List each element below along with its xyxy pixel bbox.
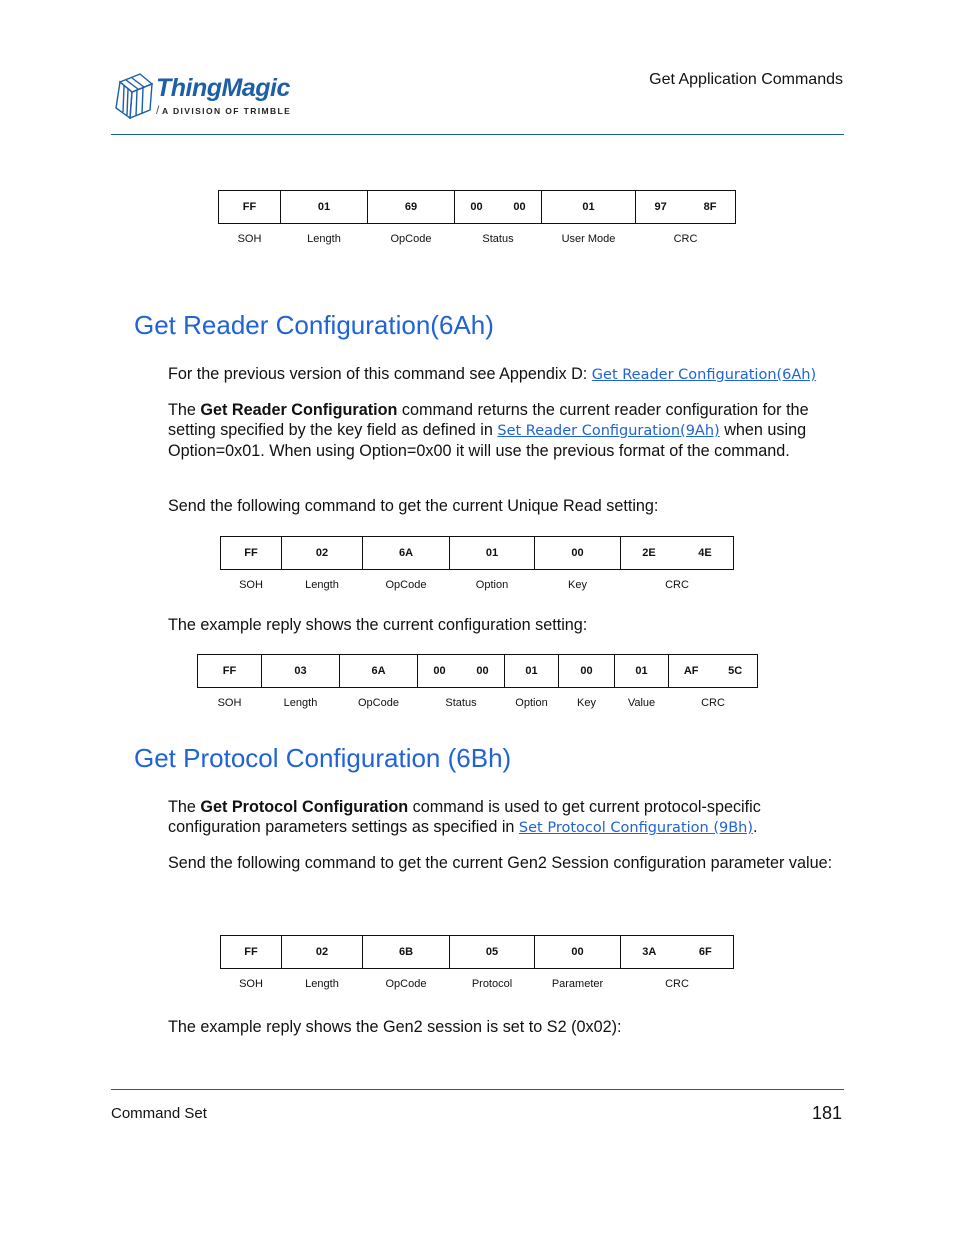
byte-value: 3A: [642, 946, 657, 958]
byte-value: 00: [433, 665, 446, 677]
byte-cell: [282, 936, 363, 969]
byte-cell: [363, 936, 450, 969]
footer-title: Command Set: [111, 1105, 207, 1122]
byte-value: FF: [244, 946, 258, 958]
field-label: SOH: [239, 579, 263, 591]
byte-cell: [282, 537, 363, 570]
byte-cell: [505, 655, 559, 688]
field-label: SOH: [237, 233, 262, 245]
byte-cell: [221, 537, 282, 570]
byte-value: 01: [582, 201, 595, 213]
command-table-get-protocol-config: [220, 935, 734, 999]
byte-cell: [450, 537, 535, 570]
field-label: Value: [627, 697, 656, 709]
byte-cell: [535, 537, 621, 570]
byte-value: 00: [571, 547, 584, 559]
paragraph-text: command is used to get current protocol-specific configuration parameters settings as specified in: [168, 798, 761, 836]
field-label: OpCode: [390, 233, 432, 245]
logo-subtitle: A DIVISION OF TRIMBLE: [162, 106, 292, 116]
paragraph-description: [168, 400, 838, 461]
byte-row: [219, 191, 736, 224]
byte-value: FF: [244, 547, 258, 559]
byte-value: FF: [242, 201, 257, 213]
field-label: Key: [577, 697, 596, 709]
field-label: User Mode: [561, 233, 616, 245]
byte-value: 2E: [642, 547, 656, 559]
command-name: Get Protocol Configuration: [200, 798, 409, 816]
command-table-get-reader-config: [220, 536, 734, 600]
field-label-row: [198, 688, 758, 719]
page-number: 181: [811, 1103, 842, 1123]
byte-value: 01: [317, 201, 331, 213]
paragraph-text: The: [168, 401, 201, 419]
byte-value: 00: [580, 665, 593, 677]
thingmagic-logo: [112, 68, 312, 124]
byte-value: 69: [404, 201, 418, 213]
byte-cell: [340, 655, 418, 688]
field-label: Protocol: [471, 978, 513, 990]
byte-cell: [621, 537, 734, 570]
byte-value: 00: [513, 201, 526, 213]
command-table-reader-config-reply: [197, 654, 758, 718]
byte-row: [198, 655, 758, 688]
byte-value: 6A: [371, 665, 386, 677]
section-heading-get-reader-config: Get Reader Configuration(6Ah): [134, 310, 494, 340]
byte-value: 00: [470, 201, 483, 213]
field-label: Length: [305, 579, 339, 591]
field-label-row: [221, 570, 734, 601]
byte-cell: [455, 191, 542, 224]
running-header: Get Application Commands: [649, 71, 843, 88]
byte-cell: [636, 191, 736, 224]
field-label: Option: [515, 697, 548, 709]
link-set-protocol-configuration[interactable]: Set Protocol Configuration (9Bh): [518, 820, 754, 836]
field-label: Parameter: [551, 978, 604, 990]
field-label: Status: [445, 697, 477, 709]
paragraph-text: when using Option=0x01. When using Option=0x00 it will use the previous format of the command.: [168, 421, 807, 460]
header-rule: [111, 134, 844, 135]
byte-value: 03: [294, 665, 307, 677]
field-label: Length: [305, 978, 339, 990]
field-label: CRC: [665, 579, 689, 591]
byte-value: 02: [315, 547, 329, 559]
field-label: OpCode: [385, 978, 427, 990]
field-label: Length: [283, 697, 318, 709]
byte-row: [221, 537, 734, 570]
paragraph-text: The: [168, 798, 201, 816]
byte-cell: [368, 191, 455, 224]
byte-value: FF: [222, 665, 237, 677]
byte-value: 6F: [698, 946, 712, 958]
field-label: CRC: [665, 978, 689, 990]
byte-value: 01: [635, 665, 648, 677]
byte-value: 4E: [698, 547, 712, 559]
byte-value: 01: [485, 547, 499, 559]
footer-rule: [111, 1089, 844, 1090]
field-label: CRC: [673, 233, 698, 245]
byte-cell: [669, 655, 758, 688]
byte-cell: [262, 655, 340, 688]
cube-logo-icon: [112, 68, 156, 124]
paragraph-send-gen2-command: Send the following command to get the current Gen2 Session configuration parameter value:: [168, 854, 833, 872]
field-label: OpCode: [358, 697, 399, 709]
field-label-row: [221, 969, 734, 1000]
logo-wordmark: ThingMagic: [156, 74, 290, 102]
byte-value: 97: [654, 201, 667, 213]
field-label: CRC: [701, 697, 725, 709]
byte-cell: [615, 655, 669, 688]
byte-value: 8F: [703, 201, 717, 213]
field-label: Status: [482, 233, 514, 245]
byte-cell: [621, 936, 734, 969]
paragraph-text: .: [753, 818, 758, 836]
field-label: Length: [307, 233, 341, 245]
paragraph-protocol-description: [168, 797, 838, 838]
paragraph-previous-version: [168, 364, 838, 385]
byte-cell: [281, 191, 368, 224]
logo-slash: /: [156, 103, 160, 117]
field-label: Option: [475, 579, 509, 591]
byte-cell: [418, 655, 505, 688]
byte-value: 6A: [398, 547, 414, 559]
field-label-row: [219, 224, 736, 255]
byte-cell: [535, 936, 621, 969]
byte-value: AF: [683, 665, 699, 677]
byte-cell: [198, 655, 262, 688]
field-label: SOH: [239, 978, 263, 990]
byte-cell: [363, 537, 450, 570]
byte-value: 00: [476, 665, 489, 677]
byte-value: 01: [525, 665, 538, 677]
link-set-reader-configuration[interactable]: Set Reader Configuration(9Ah): [497, 423, 720, 439]
byte-value: 02: [315, 946, 329, 958]
byte-cell: [450, 936, 535, 969]
section-heading-get-protocol-config: Get Protocol Configuration (6Bh): [134, 743, 512, 773]
byte-row: [221, 936, 734, 969]
paragraph-text: command returns the current reader configuration for the setting specified by the key field as defined in: [168, 401, 809, 439]
field-label: OpCode: [385, 579, 427, 591]
paragraph-example-reply: The example reply shows the current configuration setting:: [168, 616, 588, 634]
byte-value: 5C: [728, 665, 743, 677]
command-table-reply-user-mode: [218, 190, 736, 254]
byte-value: 05: [485, 946, 499, 958]
paragraph-gen2-reply: The example reply shows the Gen2 session is set to S2 (0x02):: [168, 1018, 622, 1036]
byte-value: 6B: [398, 946, 414, 958]
command-name: Get Reader Configuration: [200, 401, 398, 419]
field-label: Key: [568, 579, 587, 591]
link-get-reader-configuration[interactable]: Get Reader Configuration(6Ah): [591, 367, 817, 383]
byte-cell: [542, 191, 636, 224]
paragraph-text: For the previous version of this command see Appendix D:: [168, 365, 592, 383]
byte-value: 00: [571, 946, 584, 958]
field-label: SOH: [217, 697, 242, 709]
paragraph-send-command: Send the following command to get the current Unique Read setting:: [168, 497, 659, 515]
byte-cell: [221, 936, 282, 969]
byte-cell: [559, 655, 615, 688]
byte-cell: [219, 191, 281, 224]
